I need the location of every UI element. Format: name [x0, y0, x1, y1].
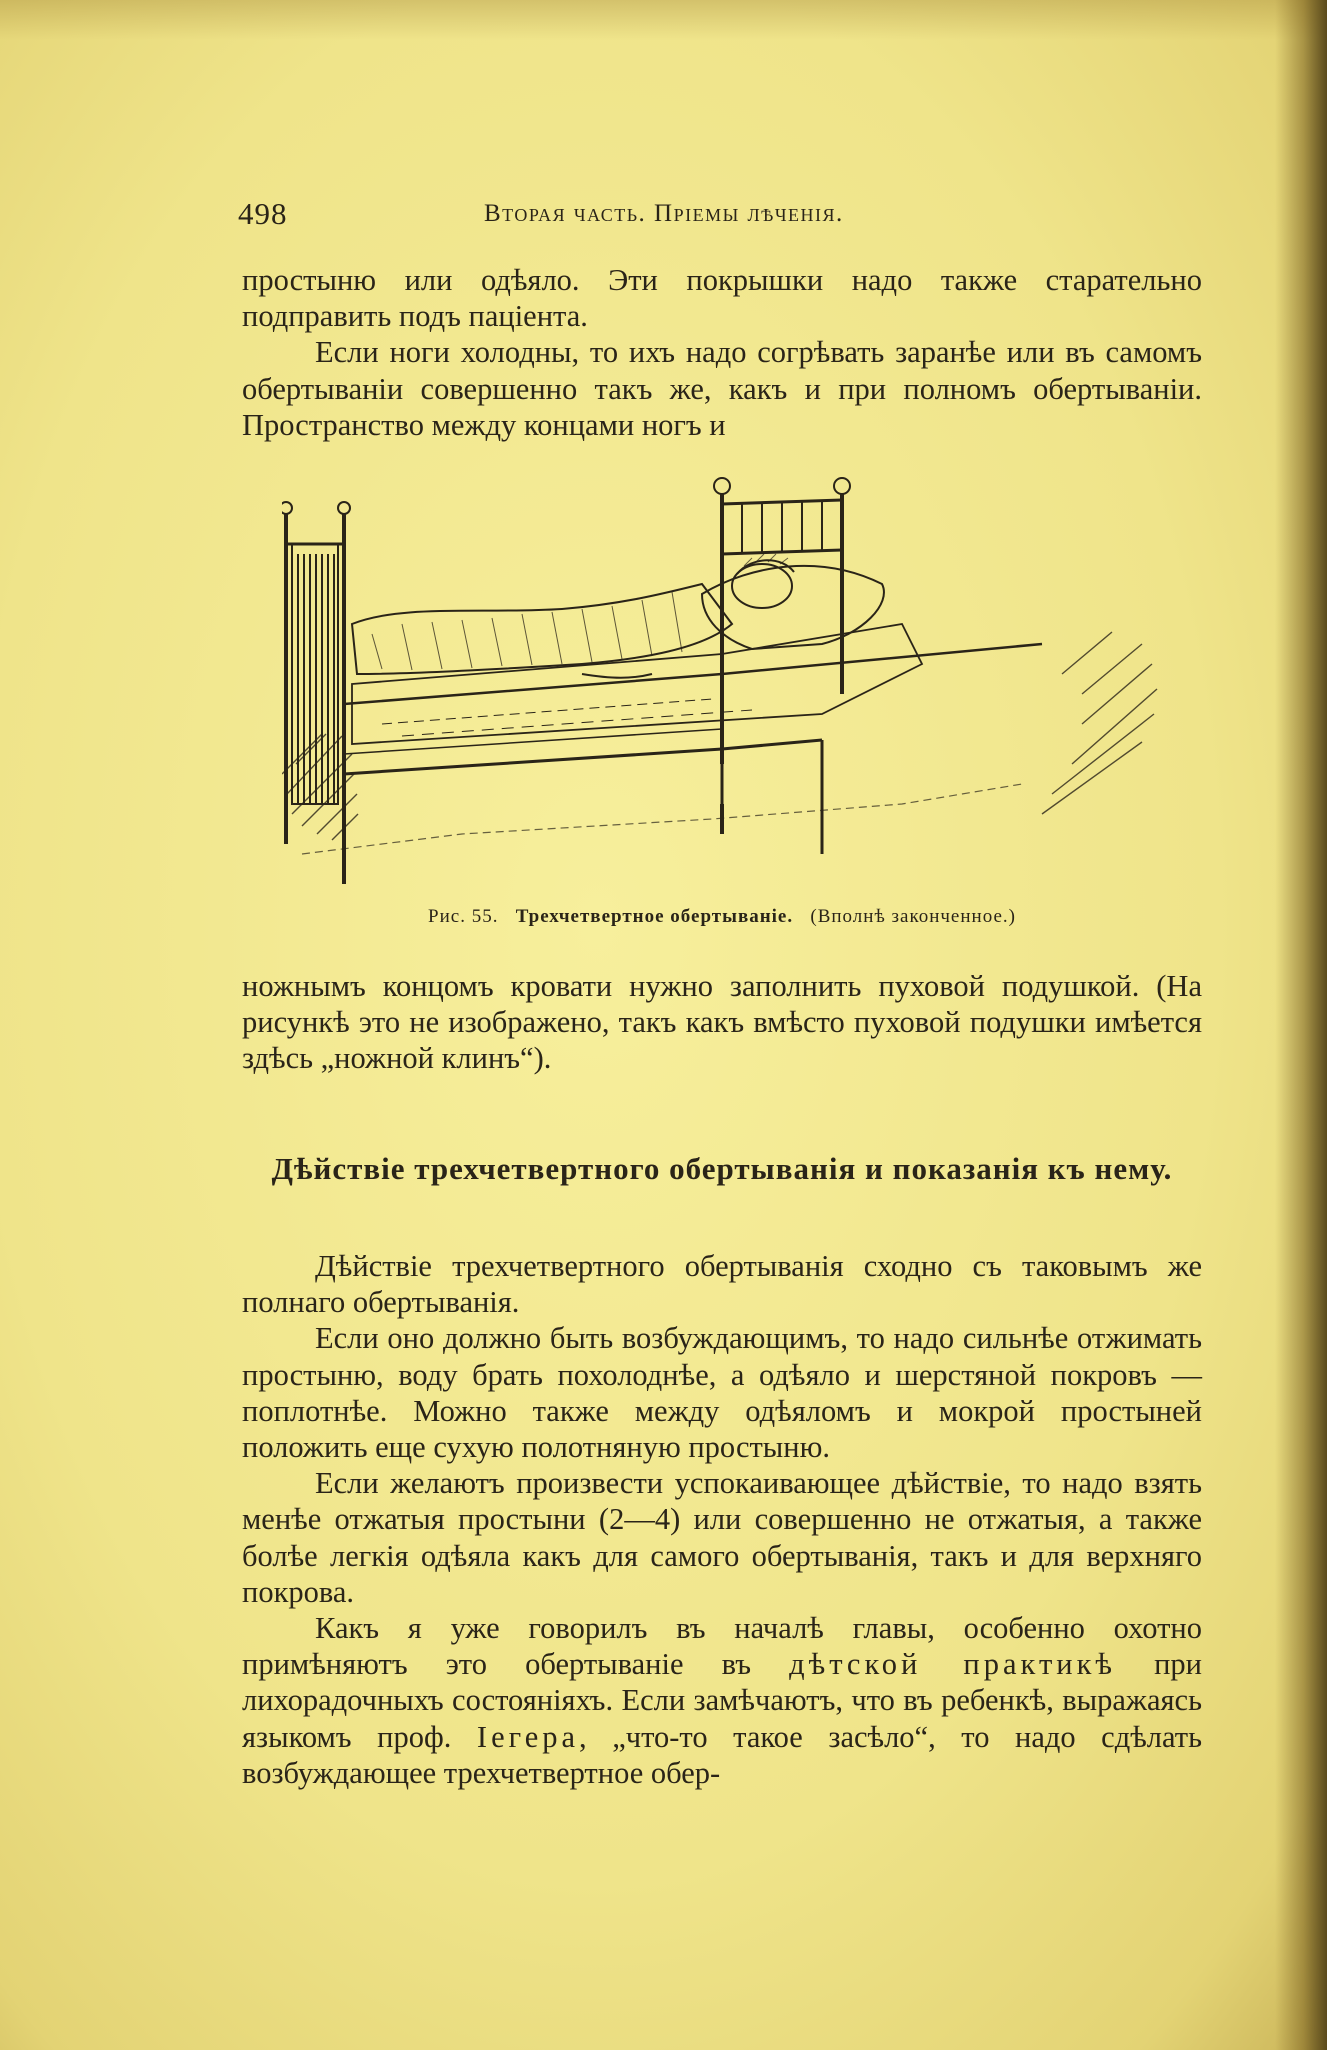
text-run: при лихорадочныхъ состояніяхъ. Если замѣчаютъ, что въ ребенкѣ, выражаясь языкомъ проф. — [242, 1647, 1202, 1754]
section-heading: Дѣйствіе трехчетвертного обертыванія и показанія къ нему. — [271, 1151, 1173, 1186]
intro-text — [242, 262, 1202, 443]
page-top-shadow — [0, 0, 1327, 40]
running-header — [238, 196, 1202, 236]
paragraph: Дѣйствіе трехчетвертного обертыванія сходно съ таковымъ же полнаго обертыванія. — [242, 1249, 1202, 1320]
paragraph: Если ноги холодны, то ихъ надо согрѣвать заранѣе или въ самомъ обертываніи совершенно такъ же, какъ и при полномъ обертываніи. Пространство между концами ногъ и — [242, 335, 1202, 442]
page-number: 498 — [238, 196, 288, 231]
paragraph: Если оно должно быть возбуждающимъ, то надо сильнѣе отжимать простыню, воду брать похолоднѣе, а одѣяло и шерстяной покровъ — поплотнѣе. Можно также между одѣяломъ и мокрой простыней положить еще сухую полотняную простыню. — [242, 1321, 1202, 1465]
paragraph: Если желаютъ произвести успокаивающее дѣйствіе, то надо взять менѣе отжатыя простыни (2—4) или совершенно не отжатыя, а также болѣе легкія одѣяла какъ для самого обертыванія, такъ и для верхняго покрова. — [242, 1466, 1202, 1609]
caption-note: (Вполнѣ законченное.) — [810, 906, 1016, 927]
emphasized-name: Іегера — [476, 1719, 580, 1754]
paragraph — [242, 1610, 1202, 1791]
caption-title: Трехчетвертное обертываніе. — [515, 906, 794, 927]
page-binding-shadow — [1275, 0, 1327, 2050]
running-title: Вторая часть. Пріемы лѣченія. — [484, 200, 844, 227]
text-run: Какъ я уже говорилъ въ началѣ главы, особенно охотно примѣняютъ это обертываніе въ — [242, 1611, 1202, 1682]
paragraph: ножнымъ концомъ кровати нужно заполнить пуховой подушкой. (На рисункѣ это не изображено, такъ какъ вмѣсто пуховой подушки имѣется здѣсь „ножной клинъ“). — [242, 969, 1202, 1076]
figure-caption — [242, 906, 1202, 928]
section-body — [242, 1248, 1202, 1791]
bed-illustration-icon — [282, 474, 1162, 884]
emphasized-text: дѣтской практикѣ — [789, 1647, 1116, 1682]
caption-label: Рис. 55. — [428, 906, 499, 927]
text-run: , „что-то такое засѣло“, то надо сдѣлать возбуждающее трехчетвертное обер- — [242, 1719, 1202, 1790]
after-figure-text — [242, 968, 1202, 1077]
paragraph: простыню или одѣяло. Эти покрышки надо также старательно подправить подъ паціента. — [242, 263, 1202, 334]
